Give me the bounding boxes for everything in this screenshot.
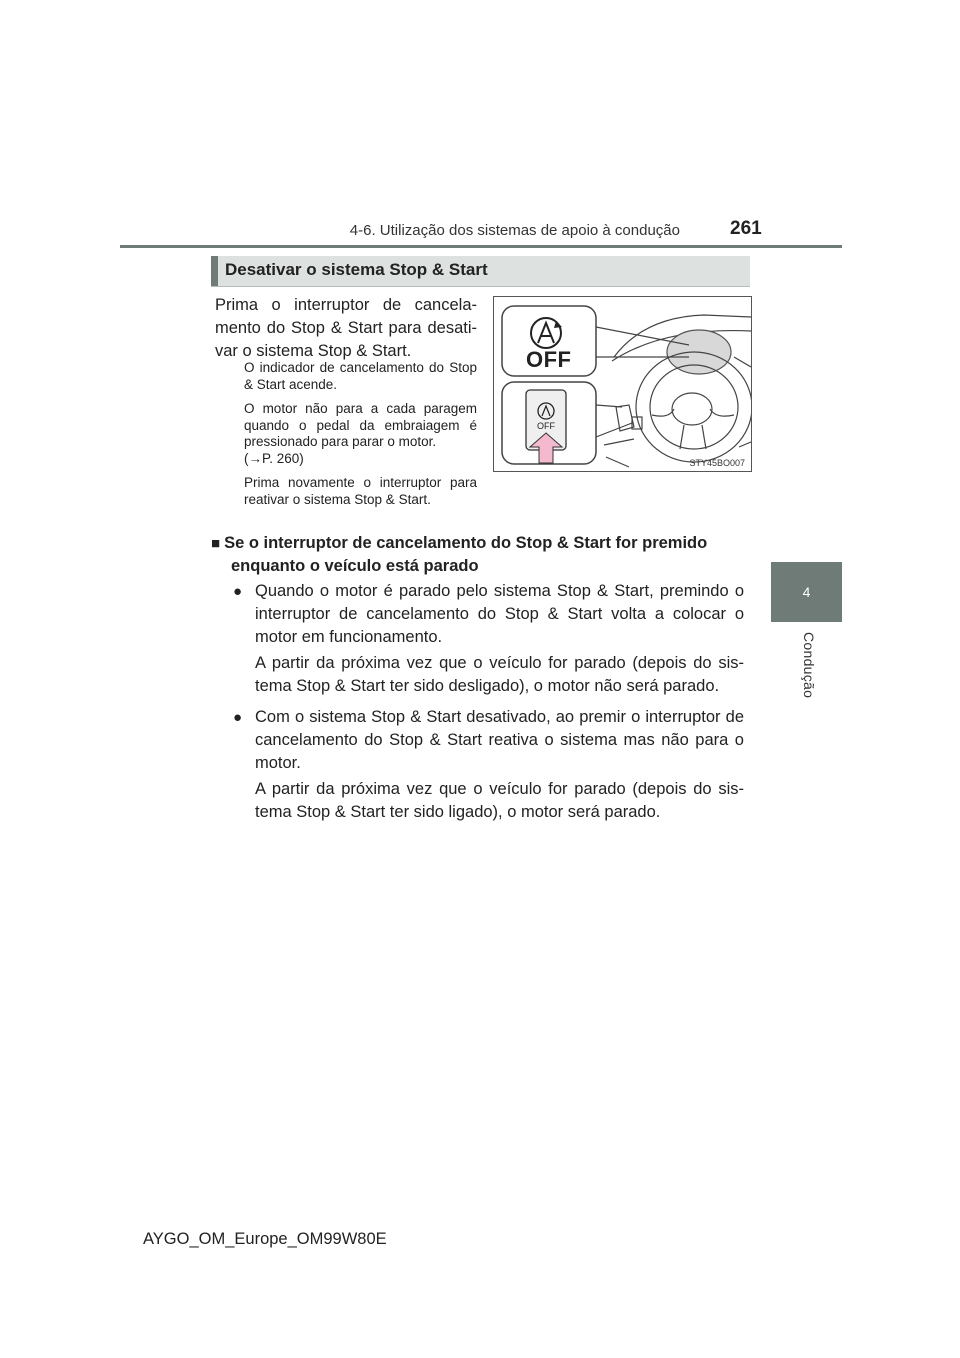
list-item (233, 706, 744, 824)
subsection-title-line2: enquanto o veículo está parado (231, 557, 479, 575)
note-text: Prima novamente o interruptor para reativar o sistema Stop & Start. (244, 475, 477, 507)
off-label-small: OFF (537, 421, 555, 431)
page-number: 261 (730, 218, 762, 239)
note-item (244, 475, 477, 508)
figure-code: STY45BO007 (689, 458, 745, 468)
list-item (233, 580, 744, 698)
note-item (244, 360, 477, 393)
page-reference-link[interactable]: (→P. 260) (244, 450, 304, 466)
section-heading: Desativar o sistema Stop & Start (225, 260, 488, 279)
round-bullet-icon: ● (233, 709, 243, 727)
intro-paragraph: Prima o interruptor de cancela-mento do Stop & Start para desati-var o sistema Stop & Start. (215, 296, 477, 360)
square-bullet-icon: ■ (211, 535, 221, 552)
bullet-text: Com o sistema Stop & Start desativado, ao premir o interruptor de cancelamento do Stop & Start reativa o sistema mas não para o motor. (255, 708, 744, 773)
bullet-list (233, 580, 744, 832)
notes-list (244, 360, 477, 516)
round-bullet-icon: ● (233, 583, 243, 600)
bullet-text: Quando o motor é parado pelo sistema Stop & Start, premindo o interruptor de cancelamento do Stop & Start volta a colocar o motor em funcionamento. (255, 582, 744, 647)
bullet-subtext: A partir da próxima vez que o veículo for parado (depois do sis-tema Stop & Start ter sido desligado), o motor não será parado. (255, 653, 744, 695)
dashboard-illustration (493, 296, 752, 472)
note-text: O motor não para a cada paragem quando o pedal da embraiagem é pressionado para parar o motor. (244, 401, 477, 449)
note-item (244, 401, 477, 467)
document-code: AYGO_OM_Europe_OM99W80E (143, 1230, 387, 1248)
header-section-title: 4-6. Utilização dos sistemas de apoio à condução (349, 222, 680, 239)
subsection-heading (211, 532, 744, 578)
header-rule (120, 245, 842, 248)
chapter-label: Condução (801, 632, 817, 699)
subsection-title-line1: Se o interruptor de cancelamento do Stop & Start for premido (224, 534, 708, 552)
bullet-subtext: A partir da próxima vez que o veículo for parado (depois do sis-tema Stop & Start ter sido ligado), o motor será parado. (255, 779, 744, 821)
section-heading-bar (211, 256, 750, 287)
off-label-large: OFF (526, 347, 572, 372)
chapter-tab[interactable]: 4 (771, 562, 842, 622)
press-arrow-icon (494, 297, 751, 471)
section-heading-marker (211, 256, 218, 286)
note-text: O indicador de cancelamento do Stop & Start acende. (244, 360, 477, 392)
